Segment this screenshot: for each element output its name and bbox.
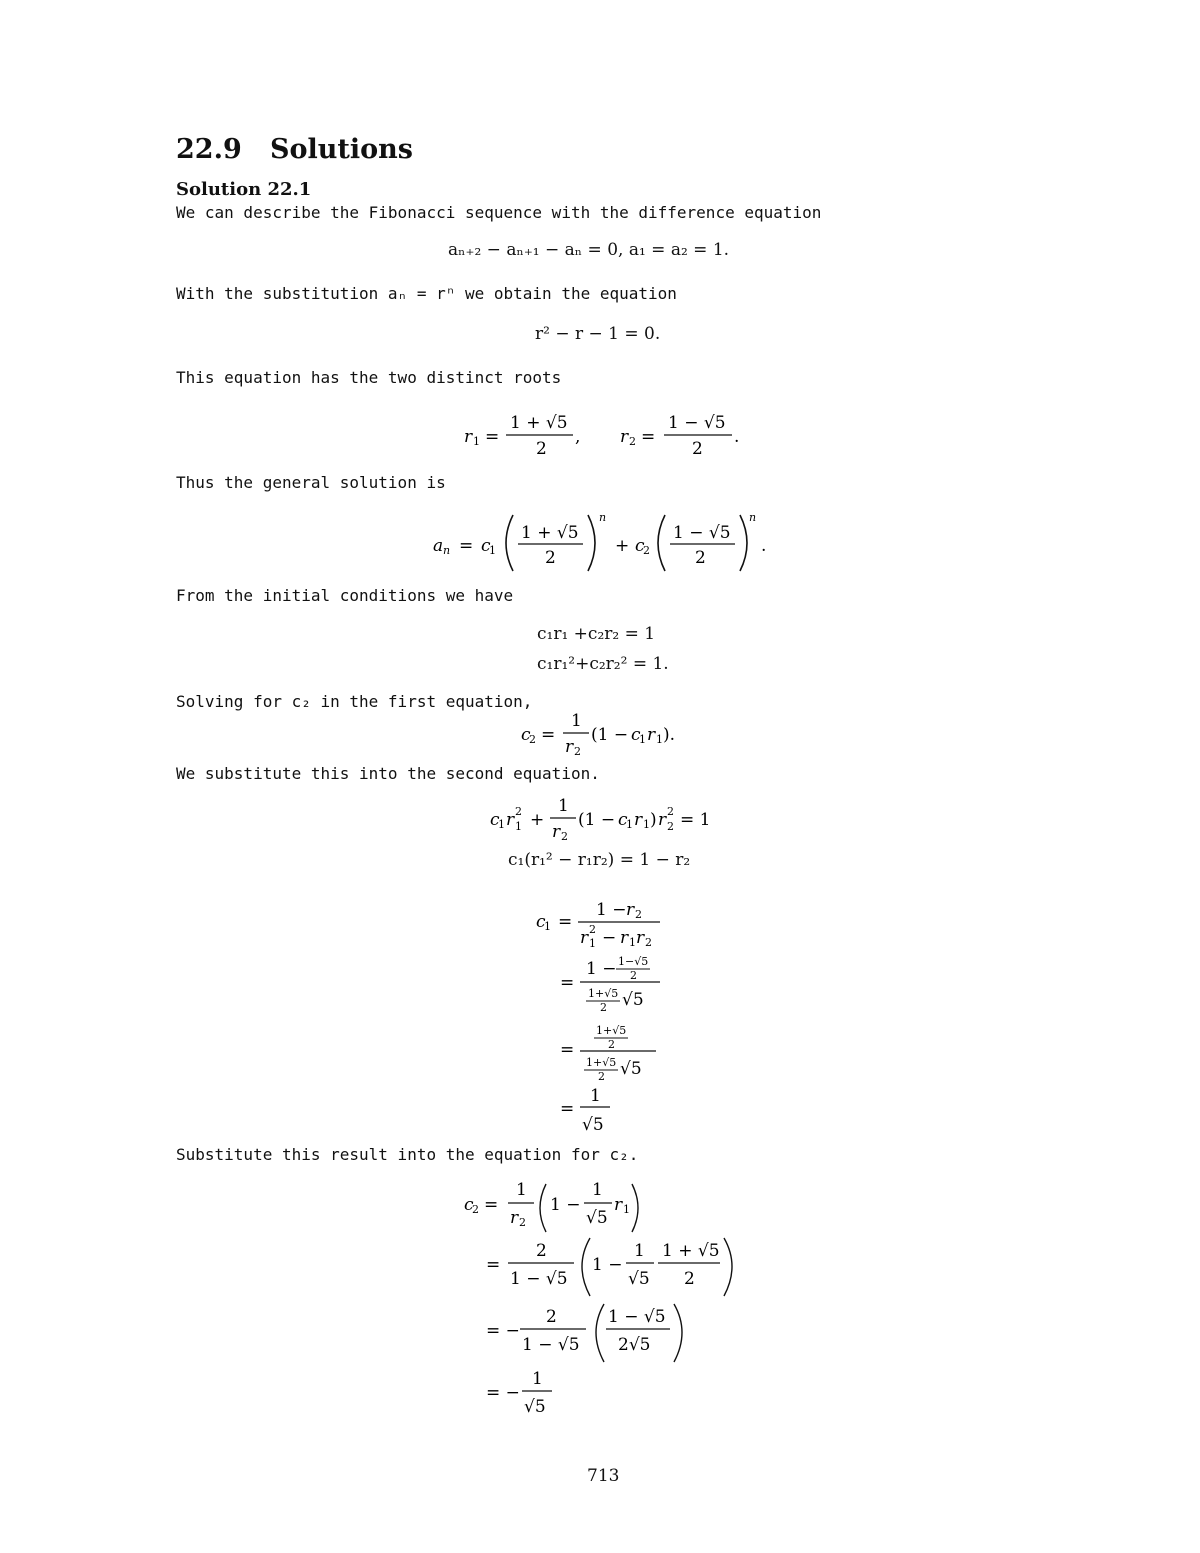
svg-text:1: 1: [473, 435, 480, 448]
svg-text:1 − √5: 1 − √5: [673, 523, 731, 543]
svg-text:a: a: [433, 536, 444, 556]
equation-difference: aₙ₊₂ − aₙ₊₁ − aₙ = 0, a₁ = a₂ = 1.: [448, 240, 730, 260]
svg-text:1: 1: [571, 711, 582, 731]
equation-c1-derivation: [530, 893, 690, 1145]
solution-title: Solution 22.1: [176, 179, 312, 200]
svg-text:r: r: [506, 810, 515, 830]
svg-text:r: r: [580, 928, 589, 948]
svg-text:1: 1: [639, 733, 646, 746]
svg-text:=: =: [560, 1099, 575, 1119]
svg-text:2: 2: [589, 923, 596, 936]
paragraph-4: Thus the general solution is: [176, 473, 446, 492]
svg-text:1 + √5: 1 + √5: [521, 523, 579, 543]
svg-text:1 −: 1 −: [550, 1195, 581, 1215]
svg-text:√5: √5: [628, 1269, 650, 1289]
svg-text:1: 1: [516, 1180, 527, 1200]
svg-text:2: 2: [546, 1307, 557, 1327]
equation-roots: [440, 402, 760, 462]
svg-text:√5: √5: [524, 1397, 546, 1417]
svg-text:2: 2: [519, 1216, 526, 1229]
svg-text:1 − √5: 1 − √5: [608, 1307, 666, 1327]
svg-text:2√5: 2√5: [618, 1335, 651, 1355]
svg-text:.: .: [761, 536, 767, 556]
svg-text:= −: = −: [486, 1321, 520, 1341]
svg-text:r: r: [620, 928, 629, 948]
svg-text:c: c: [521, 725, 531, 745]
svg-text:=: =: [459, 536, 474, 556]
section-title: Solutions: [269, 134, 413, 165]
svg-text:1: 1: [498, 818, 505, 831]
svg-text:1: 1: [626, 818, 633, 831]
svg-text:=: =: [560, 973, 575, 993]
svg-text:r: r: [647, 725, 656, 745]
svg-text:√5: √5: [586, 1208, 608, 1228]
svg-text:c: c: [464, 1195, 474, 1215]
svg-text:=: =: [641, 427, 656, 447]
svg-text:c: c: [635, 536, 645, 556]
equation-c2: [515, 706, 705, 762]
svg-text:c: c: [618, 810, 628, 830]
svg-text:1−√5: 1−√5: [618, 955, 649, 968]
equation-factored: c₁(r₁² − r₁r₂) = 1 − r₂: [508, 850, 691, 870]
section-number: 22.9: [176, 134, 242, 165]
equation-c2-derivation: [458, 1172, 758, 1420]
svg-text:1: 1: [544, 920, 551, 933]
svg-text:1 + √5: 1 + √5: [662, 1241, 720, 1261]
svg-text:=: =: [541, 725, 556, 745]
svg-text:): ): [650, 810, 657, 830]
paragraph-6: Solving for c₂ in the first equation,: [176, 692, 533, 711]
svg-text:= 1: = 1: [680, 810, 711, 830]
svg-text:c: c: [536, 912, 546, 932]
paragraph-1: We can describe the Fibonacci sequence with the difference equation: [176, 203, 822, 222]
svg-text:2: 2: [472, 1203, 479, 1216]
svg-text:1 − √5: 1 − √5: [510, 1269, 568, 1289]
svg-text:n: n: [749, 511, 757, 524]
svg-text:2: 2: [645, 936, 652, 949]
svg-text:2: 2: [630, 969, 637, 982]
svg-text:1: 1: [558, 796, 569, 816]
svg-text:r: r: [626, 900, 635, 920]
svg-text:c: c: [631, 725, 641, 745]
svg-text:(1 −: (1 −: [578, 810, 616, 830]
svg-text:r: r: [510, 1208, 519, 1228]
paragraph-7: We substitute this into the second equation.: [176, 764, 600, 783]
svg-text:).: ).: [663, 725, 676, 745]
svg-text:n: n: [599, 511, 607, 524]
svg-text:1: 1: [623, 1203, 630, 1216]
svg-text:r: r: [565, 737, 574, 757]
svg-text:1 − √5: 1 − √5: [522, 1335, 580, 1355]
svg-text:2: 2: [667, 805, 674, 818]
svg-text:.: .: [734, 427, 740, 447]
svg-text:2: 2: [608, 1038, 615, 1051]
svg-text:1: 1: [634, 1241, 645, 1261]
svg-text:2: 2: [684, 1269, 695, 1289]
svg-text:1: 1: [515, 820, 522, 833]
svg-text:=: =: [558, 912, 573, 932]
svg-text:2: 2: [667, 820, 674, 833]
svg-text:r: r: [634, 810, 643, 830]
svg-text:2: 2: [643, 544, 650, 557]
equation-general-solution: [425, 505, 785, 577]
svg-text:−: −: [602, 928, 617, 948]
svg-text:1 −: 1 −: [592, 1255, 623, 1275]
svg-text:1: 1: [592, 1180, 603, 1200]
svg-text:2: 2: [635, 908, 642, 921]
equation-initial-2: c₁r₁²+c₂r₂² = 1.: [537, 654, 669, 674]
svg-text:2: 2: [561, 830, 568, 843]
svg-text:r: r: [636, 928, 645, 948]
svg-text:1: 1: [589, 937, 596, 950]
svg-text:2: 2: [545, 548, 556, 568]
svg-text:+: +: [615, 536, 630, 556]
paragraph-3: This equation has the two distinct roots: [176, 368, 562, 387]
svg-text:= −: = −: [486, 1383, 520, 1403]
svg-text:2: 2: [600, 1001, 607, 1014]
svg-text:1+√5: 1+√5: [596, 1024, 627, 1037]
svg-text:c: c: [490, 810, 500, 830]
svg-text:1 + √5: 1 + √5: [510, 413, 568, 433]
svg-text:1 − √5: 1 − √5: [668, 413, 726, 433]
svg-text:1 −: 1 −: [586, 959, 617, 979]
svg-text:1: 1: [629, 936, 636, 949]
svg-text:2: 2: [574, 745, 581, 758]
svg-text:√5: √5: [620, 1059, 642, 1079]
equation-characteristic: r² − r − 1 = 0.: [535, 324, 661, 344]
svg-text:1: 1: [489, 544, 496, 557]
paragraph-8: Substitute this result into the equation for c₂.: [176, 1145, 639, 1164]
svg-text:r: r: [614, 1195, 623, 1215]
equation-initial-1: c₁r₁ +c₂r₂ = 1: [537, 624, 656, 644]
svg-text:+: +: [530, 810, 545, 830]
page-number: 713: [587, 1466, 620, 1486]
section-heading: [176, 134, 413, 165]
svg-text:2: 2: [515, 805, 522, 818]
svg-text:1: 1: [643, 818, 650, 831]
svg-text:,: ,: [575, 427, 581, 447]
svg-text:=: =: [560, 1040, 575, 1060]
svg-text:=: =: [486, 1255, 501, 1275]
svg-text:r: r: [552, 822, 561, 842]
svg-text:r: r: [464, 427, 473, 447]
svg-text:2: 2: [529, 733, 536, 746]
svg-text:c: c: [481, 536, 491, 556]
svg-text:1: 1: [656, 733, 663, 746]
svg-text:√5: √5: [582, 1115, 604, 1135]
svg-text:1: 1: [532, 1369, 543, 1389]
svg-text:(1 −: (1 −: [591, 725, 629, 745]
paragraph-5: From the initial conditions we have: [176, 586, 514, 605]
svg-text:2: 2: [536, 1241, 547, 1261]
svg-text:1+√5: 1+√5: [586, 1056, 617, 1069]
svg-text:2: 2: [692, 439, 703, 459]
svg-text:2: 2: [536, 439, 547, 459]
svg-text:r: r: [658, 810, 667, 830]
svg-text:√5: √5: [622, 990, 644, 1010]
svg-text:2: 2: [695, 548, 706, 568]
equation-substitution: [480, 792, 730, 846]
svg-text:n: n: [443, 544, 451, 557]
svg-text:1 −: 1 −: [596, 900, 627, 920]
svg-text:=: =: [484, 1195, 499, 1215]
svg-text:1: 1: [590, 1086, 601, 1106]
svg-text:r: r: [620, 427, 629, 447]
paragraph-2: With the substitution aₙ = rⁿ we obtain the equation: [176, 284, 677, 303]
svg-text:2: 2: [598, 1070, 605, 1083]
svg-text:2: 2: [629, 435, 636, 448]
svg-text:=: =: [485, 427, 500, 447]
svg-text:1+√5: 1+√5: [588, 987, 619, 1000]
